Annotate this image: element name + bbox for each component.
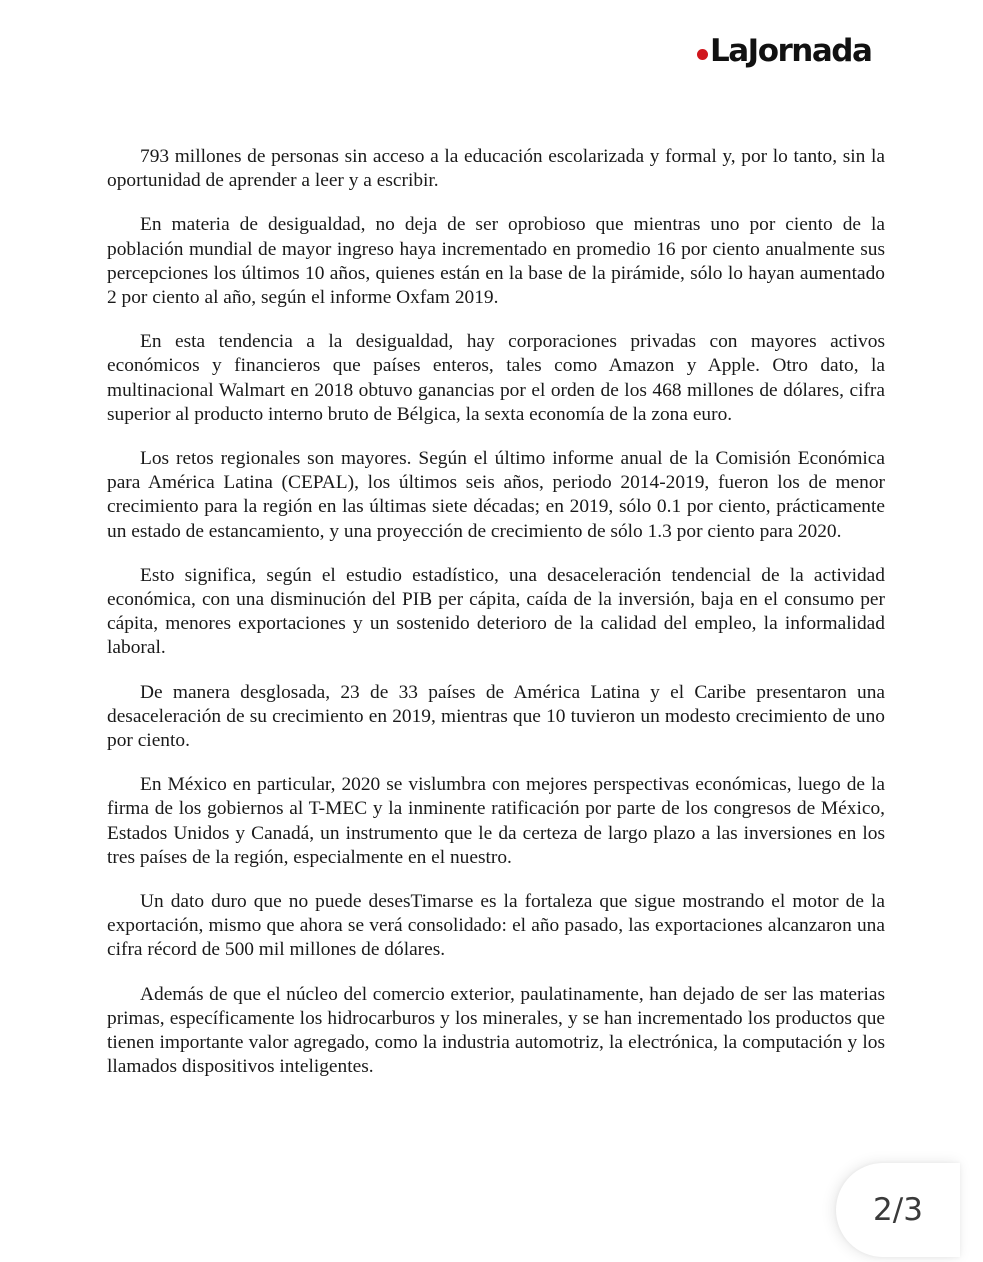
article-body	[107, 145, 885, 1100]
page-indicator[interactable]: 2/3	[836, 1163, 960, 1257]
paragraph: De manera desglosada, 23 de 33 países de América Latina y el Caribe presentaron una desaceleración de su crecimiento en 2019, mientras que 10 tuvieron un modesto crecimiento de uno por ciento.	[107, 681, 885, 752]
paragraph: Esto significa, según el estudio estadístico, una desaceleración tendencial de la actividad económica, con una disminución del PIB per cápita, caída de la inversión, baja en el consumo per cápita, menores exportaciones y un sostenido deterioro de la calidad del empleo, la informalidad laboral.	[107, 564, 885, 659]
paragraph: Los retos regionales son mayores. Según el último informe anual de la Comisión Económica para América Latina (CEPAL), los últimos seis años, periodo 2014-2019, fueron los de menor crecimiento para la región en las últimas siete décadas; en 2019, sólo 0.1 por ciento, prácticamente un estado de estancamiento, y una proyección de crecimiento de sólo 1.3 por ciento para 2020.	[107, 448, 885, 542]
paragraph: En materia de desigualdad, no deja de ser oprobioso que mientras uno por ciento de la población mundial de mayor ingreso haya incrementado en promedio 16 por ciento anualmente sus percepciones los últimos 10 años, quienes están en la base de la pirámide, sólo lo hayan aumentado 2 por ciento al año, según el informe Oxfam 2019.	[107, 214, 885, 309]
paragraph: 793 millones de personas sin acceso a la educación escolarizada y formal y, por lo tanto, sin la oportunidad de aprender a leer y a escribir.	[107, 146, 885, 192]
logo-red-dot	[697, 49, 708, 60]
paragraph: En México en particular, 2020 se vislumbra con mejores perspectivas económicas, luego de la firma de los gobiernos al T-MEC y la inminente ratificación por parte de los congresos de México, Estados Unidos y Canadá, un instrumento que le da certeza de largo plazo a las inversiones en los tres países de la región, especialmente en el nuestro.	[107, 774, 885, 868]
paragraph: Además de que el núcleo del comercio exterior, paulatinamente, han dejado de ser las materias primas, específicamente los hidrocarburos y los minerales, y se han incrementado los productos que tienen importante valor agregado, como la industria automotriz, la electrónica, la computación y los llamados dispositivos inteligentes.	[107, 983, 885, 1078]
logo-text: LaJornada	[710, 33, 872, 69]
la-jornada-logo	[697, 33, 872, 69]
paragraph: En esta tendencia a la desigualdad, hay corporaciones privadas con mayores activos económicos y financieros que países enteros, tales como Amazon y Apple. Otro dato, la multinacional Walmart en 2018 obtuvo ganancias por el orden de los 468 millones de dólares, cifra superior al producto interno bruto de Bélgica, la sexta economía de la zona euro.	[107, 331, 885, 425]
paragraph: Un dato duro que no puede desesTimarse es la fortaleza que sigue mostrando el motor de la exportación, mismo que ahora se verá consolidado: el año pasado, las exportaciones alcanzaron una cifra récord de 500 mil millones de dólares.	[107, 891, 885, 961]
